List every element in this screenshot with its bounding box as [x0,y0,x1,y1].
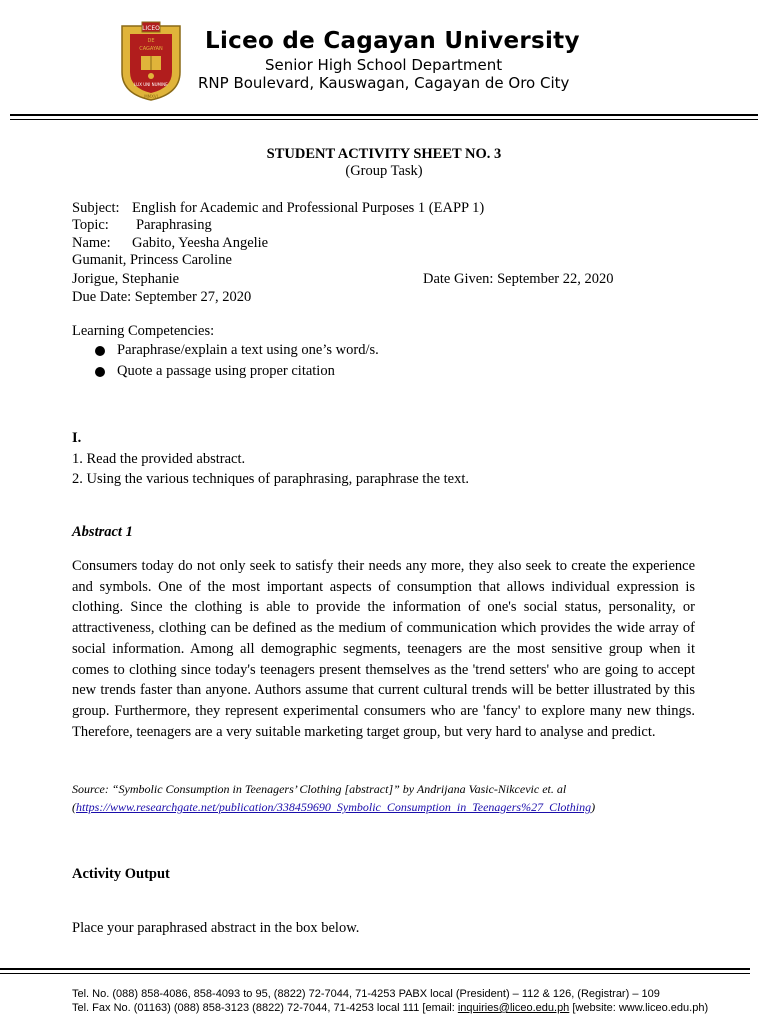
instruction-step: 1. Read the provided abstract. [72,451,246,467]
name-third: Jorigue, Stephanie [72,271,180,287]
instruction-step: 2. Using the various techniques of paraphrasing, paraphrase the text. [72,471,470,487]
bullet-icon [95,346,105,356]
competency-item: Quote a passage using proper citation [117,363,335,379]
footer-rule-thin [0,973,750,974]
university-seal [108,20,194,104]
university-address: RNP Boulevard, Kauswagan, Cagayan de Oro City [198,74,570,92]
sheet-subtitle: (Group Task) [345,163,423,179]
seal-text-top: LICEO [142,25,160,32]
section-numeral: I. [72,430,82,446]
abstract-heading: Abstract 1 [72,524,133,540]
footer-rule-thick [0,968,750,970]
footer-website: [website: www.liceo.edu.ph) [569,1002,709,1014]
bullet-icon [95,367,105,377]
source-link[interactable]: https://www.researchgate.net/publication/338459690_Symbolic_Consumption_in_Teenagers%27_Clothing [76,800,592,814]
footer-fax-text: Tel. Fax No. (01163) (088) 858-3123 (8822) 72-7044, 71-4253 local 111 [email: [72,1002,458,1014]
source-paren-open: ( [72,800,76,814]
due-date: Due Date: September 27, 2020 [72,289,252,305]
seal-text-motto: LUX UNI NUMINE [134,82,168,87]
activity-output-instruction: Place your paraphrased abstract in the box below. [72,920,360,936]
name-value: Gabito, Yeesha Angelie [132,235,269,251]
abstract-body: Consumers today do not only seek to satisfy their needs any more, they also seek to create the experience and symbols. One of the most important aspects of consumption that allows individual expression is clothing. Since the clothing is able to provide the information of one's social status, personality, or attractiveness, clothing can be defined as the medium of communication which provides the wide array of social information. Among all demographic segments, teenagers are the most sensitive group when it comes to clothing since today's teenagers present themselves as the 'trend setters' who are going to accept new trends faster than anyone. Authors assume that current cultural trends will be better illustrated by this group. Furthermore, they represent experimental consumers who are 'fancy' to explore many new things. Therefore, teenagers are a very suitable marketing target group, but very hard to analyse and predict. [72,558,695,740]
topic-value: Paraphrasing [136,217,212,233]
competencies-heading: Learning Competencies: [72,323,215,339]
topic-label: Topic: [72,217,109,233]
subject-value: English for Academic and Professional Purposes 1 (EAPP 1) [132,200,485,216]
subject-label: Subject: [72,200,120,216]
name-label: Name: [72,235,111,251]
competency-item: Paraphrase/explain a text using one’s word/s. [117,342,379,358]
header-rule-thin [10,119,758,120]
department-name: Senior High School Department [265,56,503,74]
university-name: Liceo de Cagayan University [205,28,580,54]
activity-output-heading: Activity Output [72,866,170,882]
abstract-source-link-line [72,800,595,815]
footer-email-link[interactable]: inquiries@liceo.edu.ph [457,1002,570,1014]
footer-phone-line: Tel. No. (088) 858-4086, 858-4093 to 95, (8822) 72-7044, 71-4253 PABX local (President) – 112 & 126, (Registrar) – 109 [72,988,660,1000]
source-paren-close: ) [591,800,596,814]
seal-text-year: MMXVI [144,94,158,99]
sheet-title: STUDENT ACTIVITY SHEET NO. 3 [266,146,502,162]
footer-fax-line [72,1002,708,1014]
header-rule-thick [10,114,758,116]
seal-text-de: DE [147,38,155,44]
abstract-source: Source: “Symbolic Consumption in Teenagers’ Clothing [abstract]” by Andrijana Vasic-Nikcevic et. al [72,782,567,796]
name-second: Gumanit, Princess Caroline [72,252,232,268]
seal-text-name: CAGAYAN [139,46,163,52]
date-given: Date Given: September 22, 2020 [423,271,614,287]
